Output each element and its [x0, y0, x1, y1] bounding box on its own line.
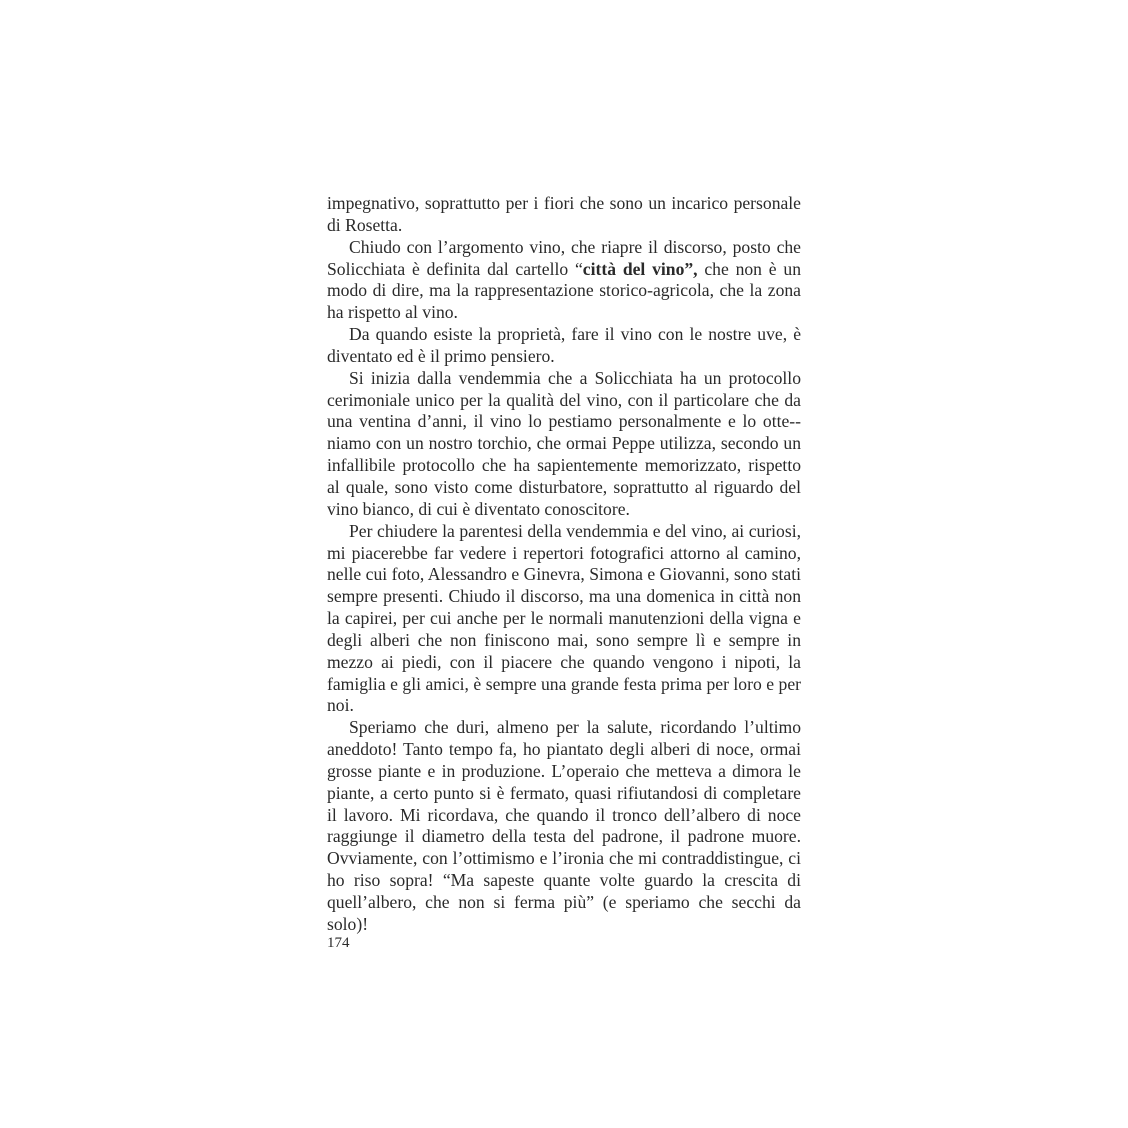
paragraph: [327, 521, 801, 718]
text-segment: Si inizia dalla vendemmia che a Solicchiata ha un protocollo cerimoniale unico per la qualità del vino, con il particolare che da una ventina d’anni, il vino lo pestiamo personalmente e lo otte-niamo con un nostro torchio, che ormai Peppe utilizza, secondo un infallibile protocollo che ha sapientemente memorizzato, rispetto al quale, sono visto come disturbatore, soprattutto al riguardo del vino bianco, di cui è diventato conoscitore.: [327, 367, 801, 519]
paragraph: [327, 368, 801, 521]
text-segment: Chiudo con l’argomento vino, che riapre il discorso, posto che Solicchiata è definita dal cartello “: [327, 236, 801, 279]
page-body: [327, 193, 801, 936]
text-segment: che non è un modo di dire, ma la rappresentazione storico-agricola, che la zona ha rispetto al vino.: [327, 258, 801, 323]
page-number: 174: [327, 935, 350, 951]
text-segment: impegnativo, soprattutto per i fiori che sono un incarico personale di Rosetta.: [327, 193, 801, 235]
paragraph: [327, 717, 801, 935]
text-segment: Speriamo che duri, almeno per la salute, ricordando l’ultimo aneddoto! Tanto tempo fa, ho piantato degli alberi di noce, ormai grosse piante e in produzione. L’operaio che metteva a dimora le piante, a certo punto si è fermato, quasi rifiutandosi di completare il lavoro. Mi ricordava, che quando il tronco dell’albero di noce raggiunge il diametro della testa del padrone, il padrone muore. Ovviamente, con l’ottimismo e l’ironia che mi contraddistingue, ci ho riso sopra! “Ma sapeste quante volte guardo la crescita di quell’albero, che non si ferma più” (e speriamo che secchi da solo)!: [327, 717, 801, 934]
paragraph: [327, 237, 801, 324]
paragraph: [327, 324, 801, 368]
bold-text-segment: città del vino”,: [582, 258, 698, 279]
text-segment: Per chiudere la parentesi della vendemmia e del vino, ai curiosi, mi piacerebbe far vedere i repertori fotografici attorno al camino, nelle cui foto, Alessandro e Ginevra, Simona e Giovanni, sono stati sempre presenti. Chiudo il discorso, ma una domenica in città non la capirei, per cui anche per le normali manutenzioni della vigna e degli alberi che non finiscono mai, sono sempre lì e sempre in mezzo ai piedi, con il piacere che quando vengono i nipoti, la famiglia e gli amici, è sempre una grande festa prima per loro e per noi.: [327, 520, 801, 716]
paragraph: [327, 193, 801, 237]
text-segment: Da quando esiste la proprietà, fare il vino con le nostre uve, è diventato ed è il primo pensiero.: [327, 324, 801, 366]
